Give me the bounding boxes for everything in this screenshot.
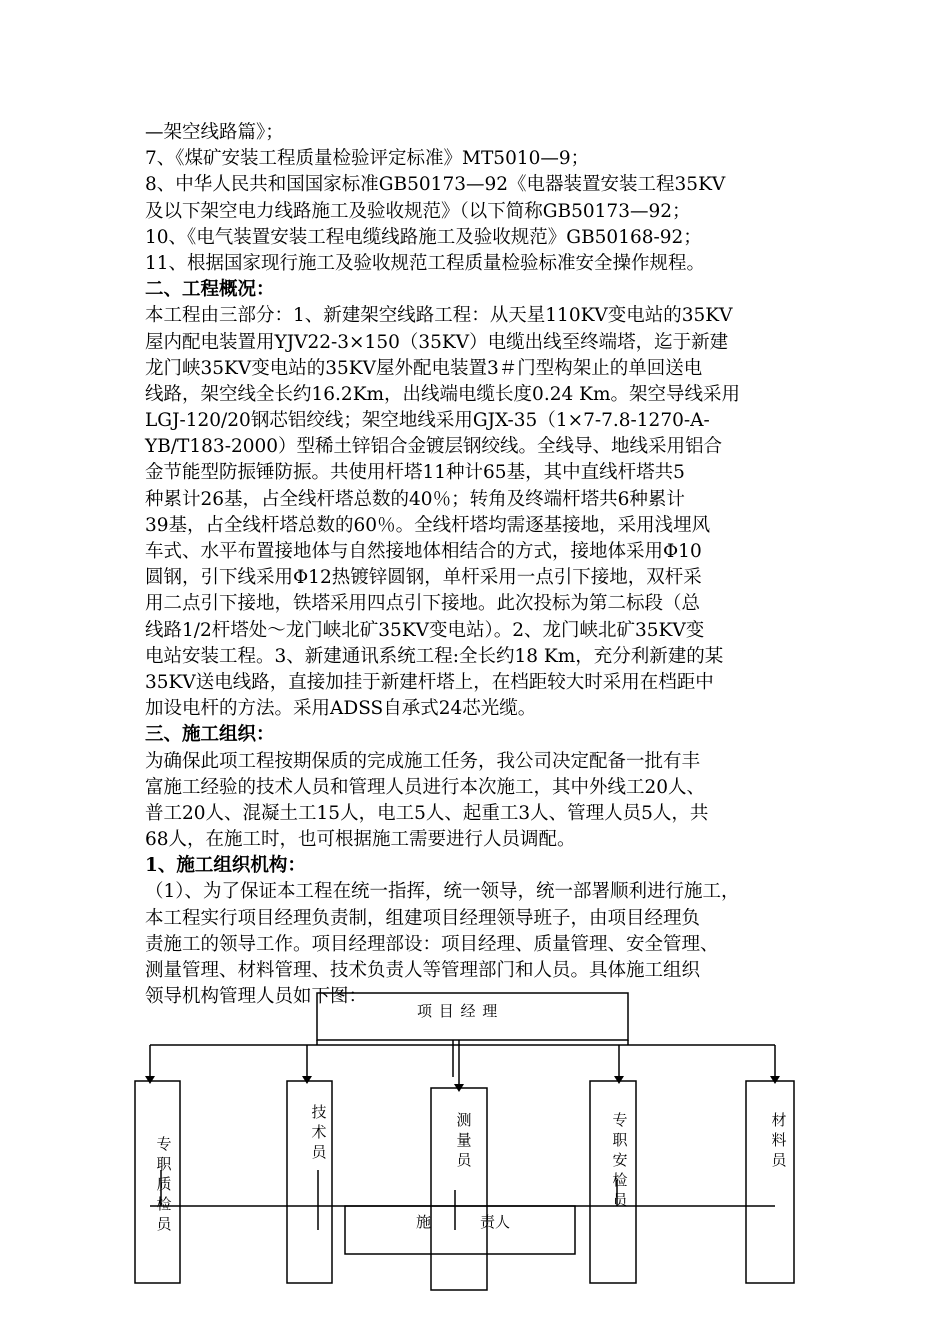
technician-label: 技术员 (311, 1103, 327, 1161)
text-line: 龙门峡35KV变电站的35KV屋外配电装置3＃门型构架止的单回送电 (145, 357, 703, 379)
text-line: 本工程由三部分：1、新建架空线路工程：从天星110KV变电站的35KV (145, 305, 733, 327)
text-line: 屋内配电装置用YJV22-3×150（35KV）电缆出线至终端塔，迄于新建 (145, 331, 729, 353)
document-body (145, 120, 825, 1010)
text-line: 8、中华人民共和国国家标准GB50173—92《电器装置安装工程35KV (145, 174, 726, 196)
text-line: 及以下架空电力线路施工及验收规范》（以下简称GB50173—92； (145, 200, 691, 222)
org-chart-lines (0, 980, 950, 1344)
text-line: LGJ-120/20钢芯铝绞线；架空地线采用GJX-35（1×7-7.8-1270-A- (145, 410, 710, 432)
text-line: 责施工的领导工作。项目经理部设：项目经理、质量管理、安全管理、 (145, 933, 719, 955)
site-manager-box (345, 1206, 575, 1254)
text-line: 领导机构管理人员如下图： (145, 986, 368, 1008)
surveyor-label: 测量员 (456, 1111, 472, 1169)
org-chart (0, 980, 950, 1344)
text-line: 加设电杆的方法。采用ADSS自承式24芯光缆。 (145, 698, 537, 720)
text-line: 11、根据国家现行施工及验收规范工程质量检验标准安全操作规程。 (145, 252, 706, 274)
text-line: 为确保此项工程按期保质的完成施工任务，我公司决定配备一批有丰 (145, 750, 701, 772)
text-line: 35KV送电线路，直接加挂于新建杆塔上，在档距较大时采用在档距中 (145, 671, 714, 693)
text-line: 68人，在施工时，也可根据施工需要进行人员调配。 (145, 829, 576, 851)
text-line: —架空线路篇》； (145, 122, 284, 143)
text-line: 10、《电气装置安装工程电缆线路施工及验收规范》GB50168-92； (145, 226, 702, 248)
section-heading: 1、施工组织机构： (145, 855, 306, 877)
section-heading: 二、工程概况： (145, 279, 275, 301)
text-line: 线路1/2杆塔处～龙门峡北矿35KV变电站）。2、龙门峡北矿35KV变 (145, 619, 705, 641)
project-manager-label: 项 目 经 理 (417, 1002, 499, 1020)
text-line: 圆钢，引下线采用Φ12热镀锌圆钢，单杆采用一点引下接地，双杆采 (145, 567, 702, 589)
text-line: 电站安装工程。3、新建通讯系统工程:全长约18 Km，充分利新建的某 (145, 645, 724, 667)
text-line: 种累计26基，占全线杆塔总数的40％；转角及终端杆塔共6种累计 (145, 488, 685, 510)
quality-inspector-label: 专职质检员 (156, 1135, 172, 1233)
text-line: 线路，架空线全长约16.2Km，出线端电缆长度0.24 Km。架空导线采用 (145, 383, 740, 405)
text-line: （1）、为了保证本工程在统一指挥，统一领导，统一部署顺利进行施工， (145, 881, 740, 903)
site-manager-label-left: 施 (416, 1213, 432, 1231)
text-line: YB/T183-2000）型稀土锌铝合金镀层钢绞线。全线导、地线采用铝合 (145, 436, 723, 458)
text-line: 用二点引下接地，铁塔采用四点引下接地。此次投标为第二标段（总 (145, 593, 701, 615)
text-line: 车式、水平布置接地体与自然接地体相结合的方式，接地体采用Φ10 (145, 541, 702, 562)
text-line: 39基，占全线杆塔总数的60％。全线杆塔均需逐基接地，采用浅埋风 (145, 514, 711, 536)
text-line: 本工程实行项目经理负责制，组建项目经理领导班子，由项目经理负 (145, 907, 701, 929)
safety-inspector-label: 专职安检员 (612, 1111, 628, 1209)
text-line: 富施工经验的技术人员和管理人员进行本次施工，其中外线工20人、 (145, 776, 706, 798)
text-line: 测量管理、材料管理、技术负责人等管理部门和人员。具体施工组织 (145, 960, 701, 981)
text-line: 7、《煤矿安装工程质量检验评定标准》MT5010—9； (145, 148, 590, 170)
text-line: 普工20人、混凝土工15人，电工5人、起重工3人、管理人员5人，共 (145, 802, 709, 824)
material-clerk-label: 材料员 (771, 1111, 787, 1169)
section-heading: 三、施工组织： (145, 724, 275, 746)
text-line: 金节能型防振锤防振。共使用杆塔11种计65基，其中直线杆塔共5 (145, 462, 685, 484)
site-manager-label-right: 责人 (480, 1213, 511, 1231)
